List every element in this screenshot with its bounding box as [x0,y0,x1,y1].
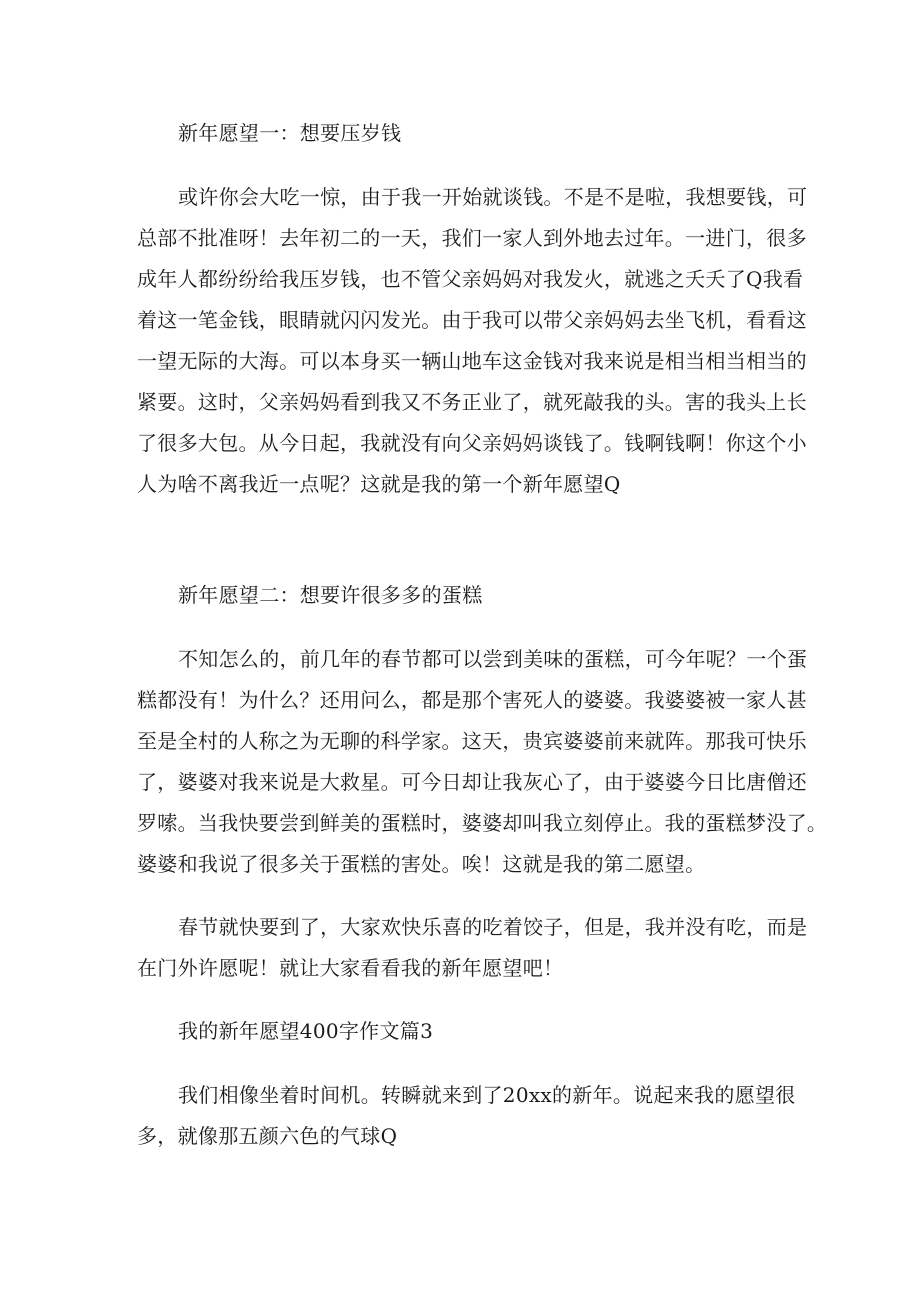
paragraph-line: 或许你会大吃一惊，由于我一开始就谈钱。不是不是啦，我想要钱，可 [178,185,808,209]
paragraph-line: 一望无际的大海。可以本身买一辆山地车这金钱对我来说是相当相当相当的 [137,349,807,373]
section-heading: 我的新年愿望400字作文篇3 [178,1019,434,1043]
paragraph-line: 罗嗦。当我快要尝到鲜美的蛋糕时，婆婆却叫我立刻停止。我的蛋糕梦没了。 [137,811,828,835]
paragraph-line: 成年人都纷纷给我压岁钱，也不管父亲妈妈对我发火，就逃之夭夭了Q我看 [137,267,804,291]
section-heading: 新年愿望二：想要许很多多的蛋糕 [178,583,483,607]
paragraph-line: 人为啥不离我近一点呢？这就是我的第一个新年愿望Q [137,472,621,496]
paragraph-line: 春节就快要到了，大家欢快乐喜的吃着饺子，但是，我并没有吃，而是 [178,915,808,939]
paragraph-line: 着这一笔金钱，眼睛就闪闪发光。由于我可以带父亲妈妈去坐飞机，看看这 [137,308,807,332]
paragraph-line: 在门外许愿呢！就让大家看看我的新年愿望吧！ [137,956,564,980]
paragraph-line: 总部不批准呀！去年初二的一天，我们一家人到外地去过年。一进门，很多 [137,226,807,250]
paragraph-line: 紧要。这时，父亲妈妈看到我又不务正业了，就死敲我的头。害的我头上长 [137,390,807,414]
paragraph-line: 至是全村的人称之为无聊的科学家。这天，贵宾婆婆前来就阵。那我可快乐 [137,729,807,753]
paragraph-line: 了很多大包。从今日起，我就没有向父亲妈妈谈钱了。钱啊钱啊！你这个小 [137,431,807,455]
section-heading: 新年愿望一：想要压岁钱 [178,121,402,145]
paragraph-line: 了，婆婆对我来说是大救星。可今日却让我灰心了，由于婆婆今日比唐僧还 [137,770,807,794]
paragraph-line: 婆婆和我说了很多关于蛋糕的害处。唉！这就是我的第二愿望。 [137,852,706,876]
paragraph-line: 糕都没有！为什么？还用问么，都是那个害死人的婆婆。我婆婆被一家人甚 [137,688,807,712]
paragraph-line: 多，就像那五颜六色的气球Q [137,1124,398,1148]
paragraph-line: 我们相像坐着时间机。转瞬就来到了20xx的新年。说起来我的愿望很 [178,1083,796,1107]
paragraph-line: 不知怎么的，前几年的春节都可以尝到美味的蛋糕，可今年呢？一个蛋 [178,647,808,671]
